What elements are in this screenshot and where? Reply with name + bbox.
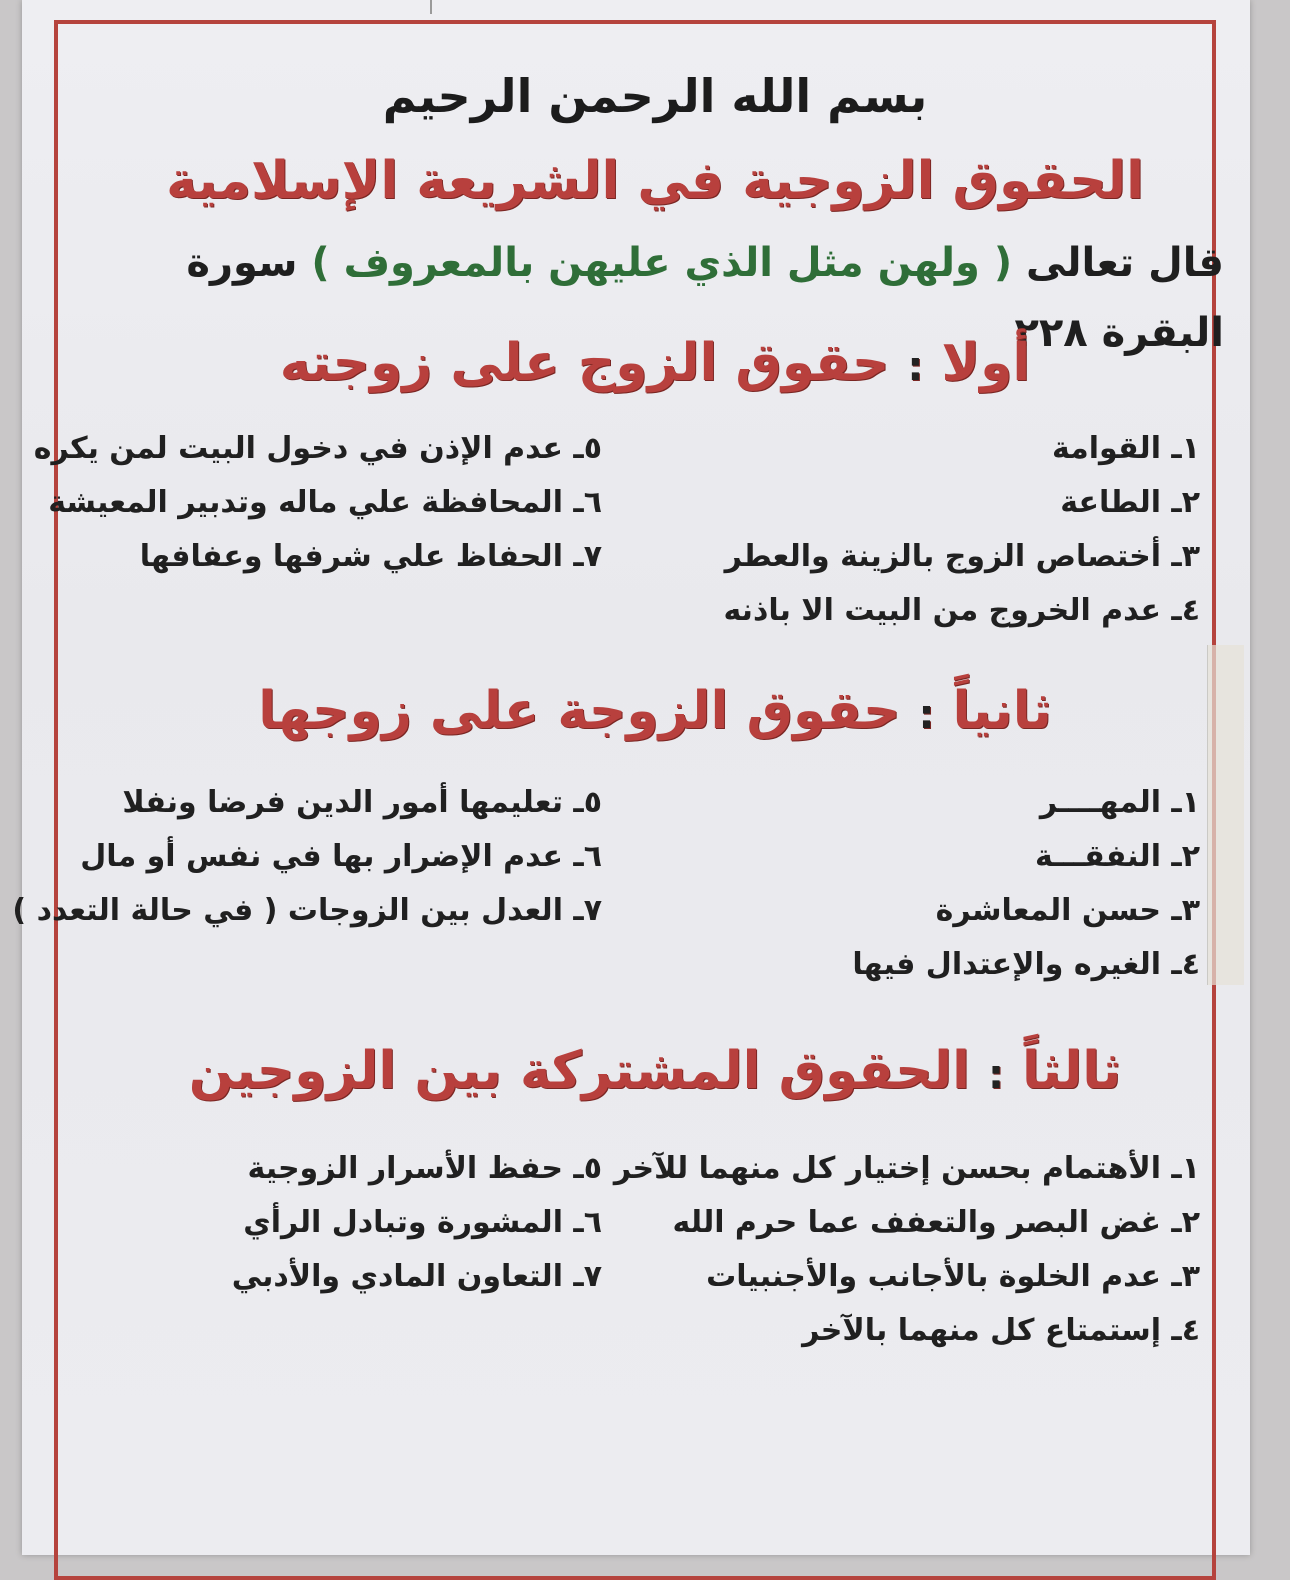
colon-separator: :	[918, 692, 935, 738]
section-second-lists	[12, 776, 1228, 992]
right-column-list	[613, 1142, 1228, 1358]
verse-quote: ( ولهن مثل الذي عليهن بالمعروف )	[311, 240, 1013, 286]
left-column-list	[33, 422, 602, 638]
list-item: ٤ـ الغيره والإعتدال فيها	[852, 947, 1200, 982]
list-item: ٦ـ المحافظة علي ماله وتدبير المعيشة	[48, 485, 602, 520]
poster-content	[12, 56, 1228, 1358]
right-column-list	[680, 776, 1228, 992]
section-label: ثانياً	[952, 681, 1052, 741]
list-item: ١ـ الأهتمام بحسن إختيار كل منهما للآخر	[613, 1151, 1200, 1186]
list-item: ١ـ المهــــر	[1039, 785, 1200, 820]
left-column-list	[12, 776, 602, 992]
list-item: ٢ـ غض البصر والتعفف عما حرم الله	[672, 1205, 1200, 1240]
list-item: ٤ـ عدم الخروج من البيت الا باذنه	[723, 593, 1200, 628]
verse-reference: سورة البقرة ٢٢٨	[186, 240, 1224, 356]
section-title: الحقوق المشتركة بين الزوجين	[188, 1041, 970, 1101]
list-item: ١ـ القوامة	[1051, 431, 1200, 466]
list-item: ٥ـ حفظ الأسرار الزوجية	[247, 1151, 602, 1186]
list-item: ٣ـ أختصاص الزوج بالزينة والعطر	[724, 539, 1200, 574]
list-item: ٢ـ الطاعة	[1060, 485, 1200, 520]
section-label: ثالثاً	[1021, 1041, 1122, 1101]
section-heading-second	[82, 666, 1228, 756]
section-title: حقوق الزوجة على زوجها	[258, 681, 901, 741]
quran-verse	[82, 228, 1228, 356]
right-column-list	[680, 422, 1228, 638]
list-item: ٦ـ المشورة وتبادل الرأي	[243, 1205, 602, 1240]
list-item: ٧ـ الحفاظ علي شرفها وعفافها	[139, 539, 602, 574]
list-item: ٤ـ إستمتاع كل منهما بالآخر	[802, 1313, 1200, 1348]
section-heading-third	[82, 1026, 1228, 1116]
list-item: ٣ـ حسن المعاشرة	[935, 893, 1200, 928]
section-third-lists	[82, 1142, 1228, 1358]
poster-sheet	[12, 0, 1250, 1555]
section-first-lists	[33, 422, 1228, 638]
verse-intro: قال تعالى	[1026, 240, 1224, 286]
list-item: ٢ـ النفقـــة	[1035, 839, 1200, 874]
list-item: ٣ـ عدم الخلوة بالأجانب والأجنبيات	[706, 1259, 1200, 1294]
list-item: ٧ـ التعاون المادي والأدبي	[231, 1259, 602, 1294]
list-item: ٥ـ عدم الإذن في دخول البيت لمن يكره	[33, 431, 602, 466]
pin-mark	[430, 0, 432, 14]
colon-separator: :	[907, 344, 924, 390]
section-title: حقوق الزوج على زوجته	[279, 333, 890, 393]
list-item: ٧ـ العدل بين الزوجات ( في حالة التعدد )	[12, 893, 602, 928]
basmala-heading: بسم الله الرحمن الرحيم	[382, 69, 928, 123]
poster-title: الحقوق الزوجية في الشريعة الإسلامية	[166, 151, 1144, 211]
left-column-list	[82, 1142, 602, 1358]
list-item: ٥ـ تعليمها أمور الدين فرضا ونفلا	[122, 785, 602, 820]
colon-separator: :	[987, 1052, 1004, 1098]
list-item: ٦ـ عدم الإضرار بها في نفس أو مال	[80, 839, 602, 874]
section-label: أولا	[941, 333, 1031, 393]
